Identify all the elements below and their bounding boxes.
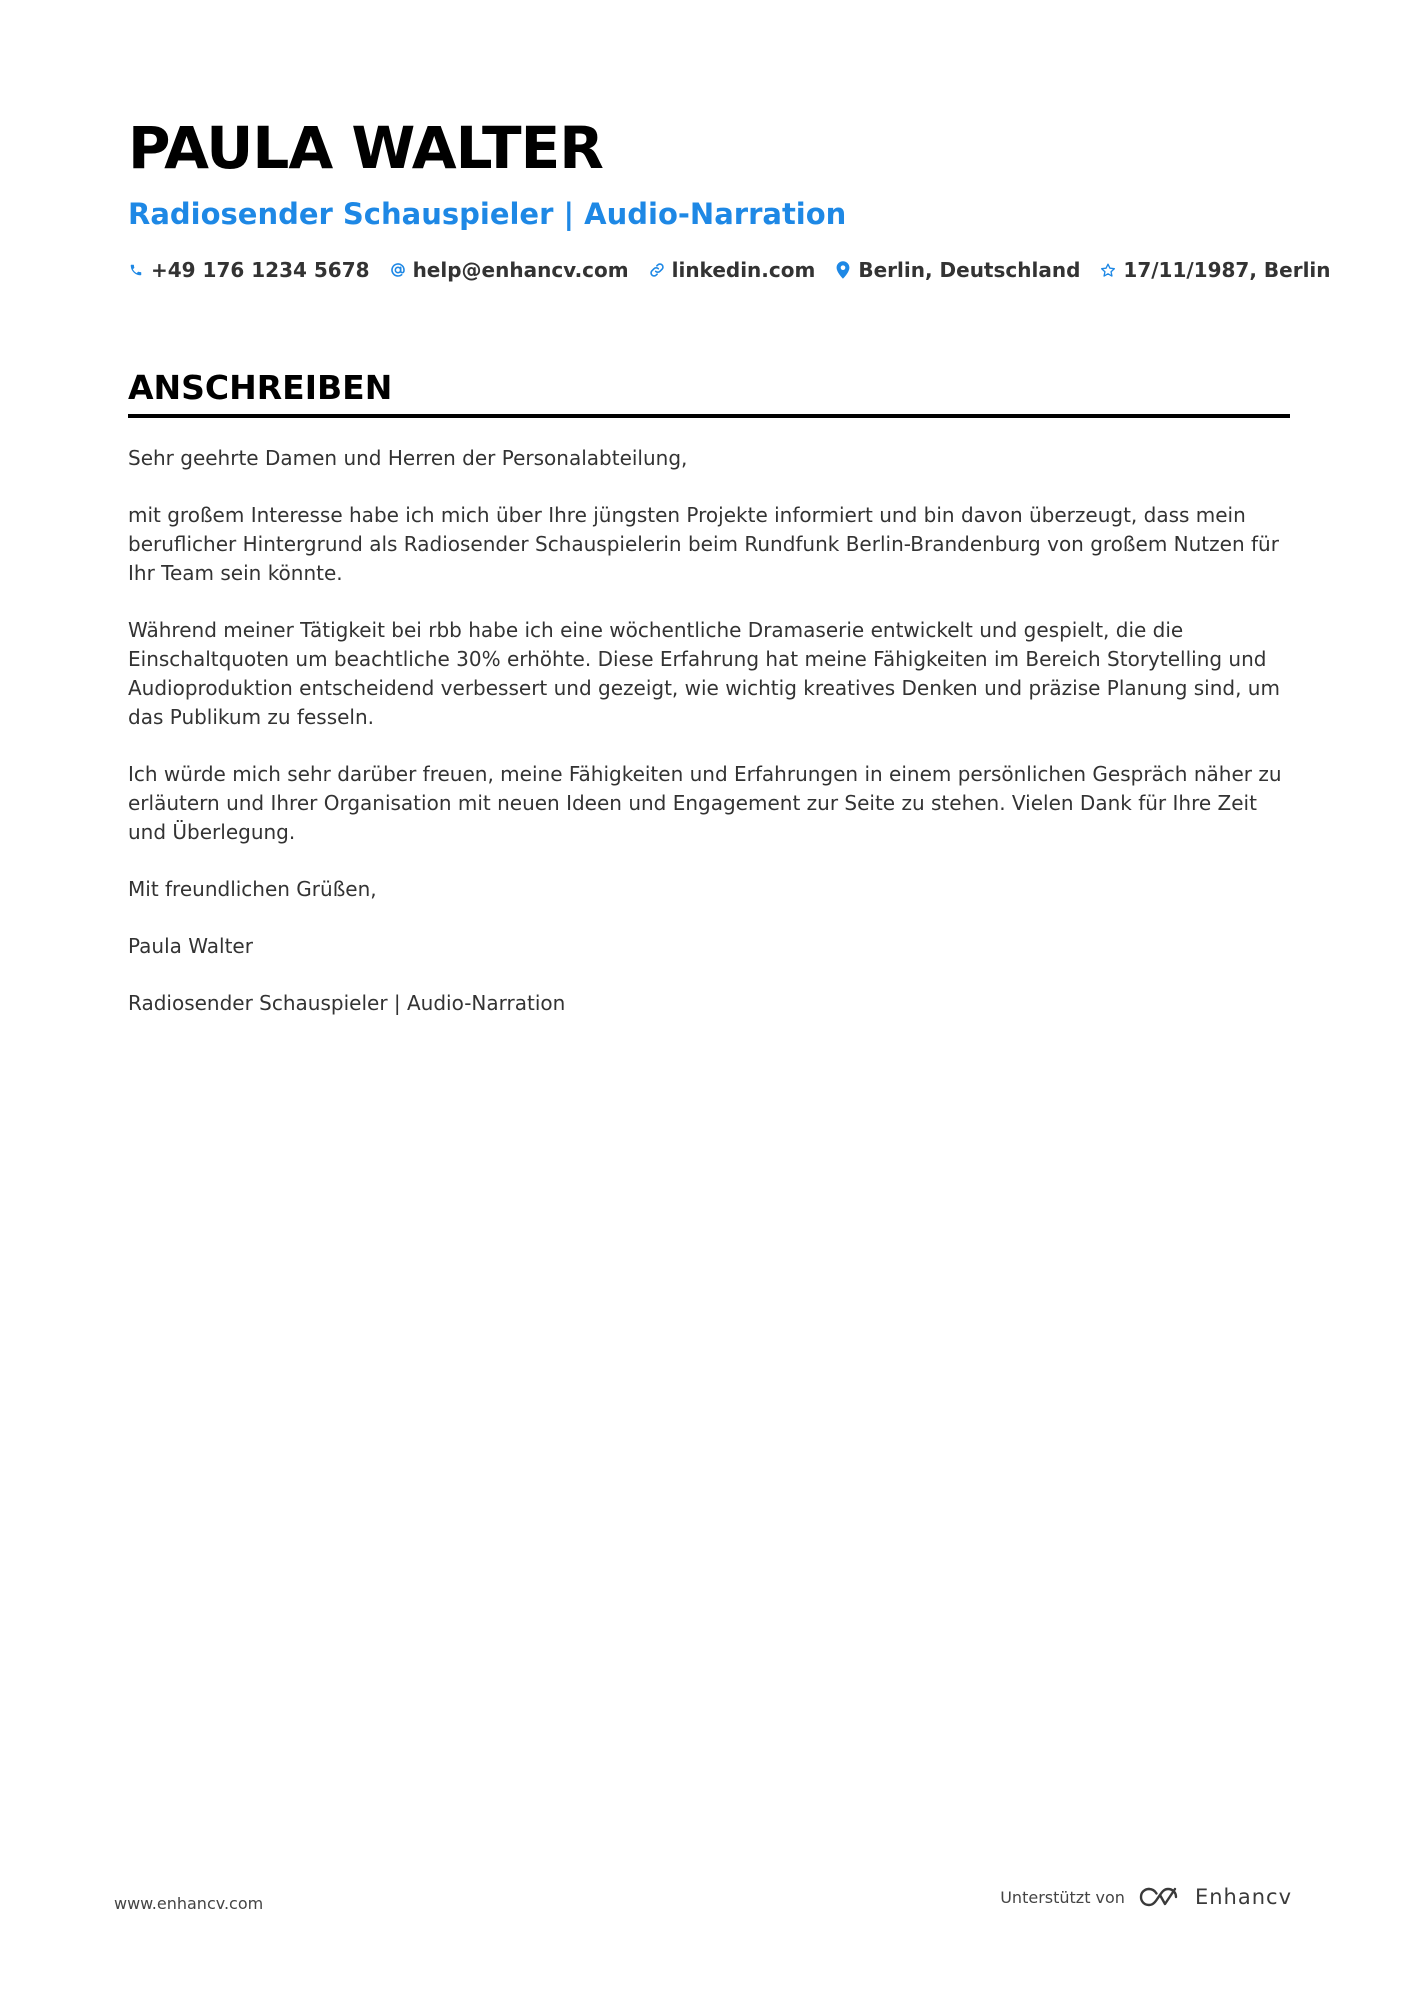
header bbox=[128, 108, 1331, 282]
contact-email-text: help@enhancv.com bbox=[412, 258, 629, 282]
brand-name: Enhancv bbox=[1194, 1885, 1292, 1909]
candidate-name: PAULA WALTER bbox=[128, 114, 603, 182]
contact-location bbox=[835, 258, 1080, 282]
letter-paragraph: Während meiner Tätigkeit bei rbb habe ich eine wöchentliche Dramaserie entwickelt und gespielt, die die Einschaltquoten um beachtliche 30% erhöhte. Diese Erfahrung hat meine Fähigkeiten im Bereich Storytelling und Audioproduktion entscheidend verbessert und gezeigt, wie wichtig kreatives Denken und präzise Planung sind, um das Publikum zu fesseln. bbox=[128, 618, 1280, 729]
at-icon bbox=[390, 261, 406, 279]
contact-linkedin[interactable] bbox=[649, 258, 816, 282]
letter-paragraph: Ich würde mich sehr darüber freuen, meine Fähigkeiten und Erfahrungen in einem persönlichen Gespräch näher zu erläutern und Ihrer Organisation mit neuen Ideen und Engagement zur Seite zu stehen. Vielen Dank für Ihre Zeit und Überlegung. bbox=[128, 762, 1282, 844]
location-pin-icon bbox=[835, 261, 851, 279]
contact-phone-text: +49 176 1234 5678 bbox=[151, 258, 370, 282]
footer-branding bbox=[1000, 1884, 1292, 1910]
letter-closing: Mit freundlichen Grüßen, bbox=[128, 877, 377, 901]
letter-signature-title: Radiosender Schauspieler | Audio-Narration bbox=[128, 991, 566, 1015]
contact-email[interactable] bbox=[390, 258, 629, 282]
section-title: ANSCHREIBEN bbox=[128, 368, 393, 407]
footer-website[interactable]: www.enhancv.com bbox=[114, 1894, 264, 1913]
letter-salutation: Sehr geehrte Damen und Herren der Personalabteilung, bbox=[128, 446, 688, 470]
contact-bar bbox=[128, 258, 1331, 282]
letter-signature-name: Paula Walter bbox=[128, 934, 253, 958]
link-icon bbox=[649, 261, 665, 279]
enhancv-logo-icon bbox=[1137, 1884, 1183, 1910]
contact-birth-text: 17/11/1987, Berlin bbox=[1123, 258, 1331, 282]
contact-location-text: Berlin, Deutschland bbox=[858, 258, 1081, 282]
star-icon bbox=[1100, 261, 1116, 279]
letter-body bbox=[128, 444, 1290, 1018]
contact-birth bbox=[1100, 258, 1330, 282]
candidate-role: Radiosender Schauspieler | Audio-Narration bbox=[128, 197, 847, 231]
contact-phone bbox=[128, 258, 370, 282]
cover-letter-section bbox=[128, 364, 1290, 1046]
powered-by-label: Unterstützt von bbox=[1000, 1887, 1125, 1907]
contact-linkedin-text: linkedin.com bbox=[671, 258, 816, 282]
phone-icon bbox=[128, 261, 144, 279]
section-divider bbox=[128, 414, 1290, 418]
letter-paragraph: mit großem Interesse habe ich mich über Ihre jüngsten Projekte informiert und bin davon überzeugt, dass mein beruflicher Hintergrund als Radiosender Schauspielerin beim Rundfunk Berlin-Brandenburg von großem Nutzen für Ihr Team sein könnte. bbox=[128, 503, 1279, 585]
